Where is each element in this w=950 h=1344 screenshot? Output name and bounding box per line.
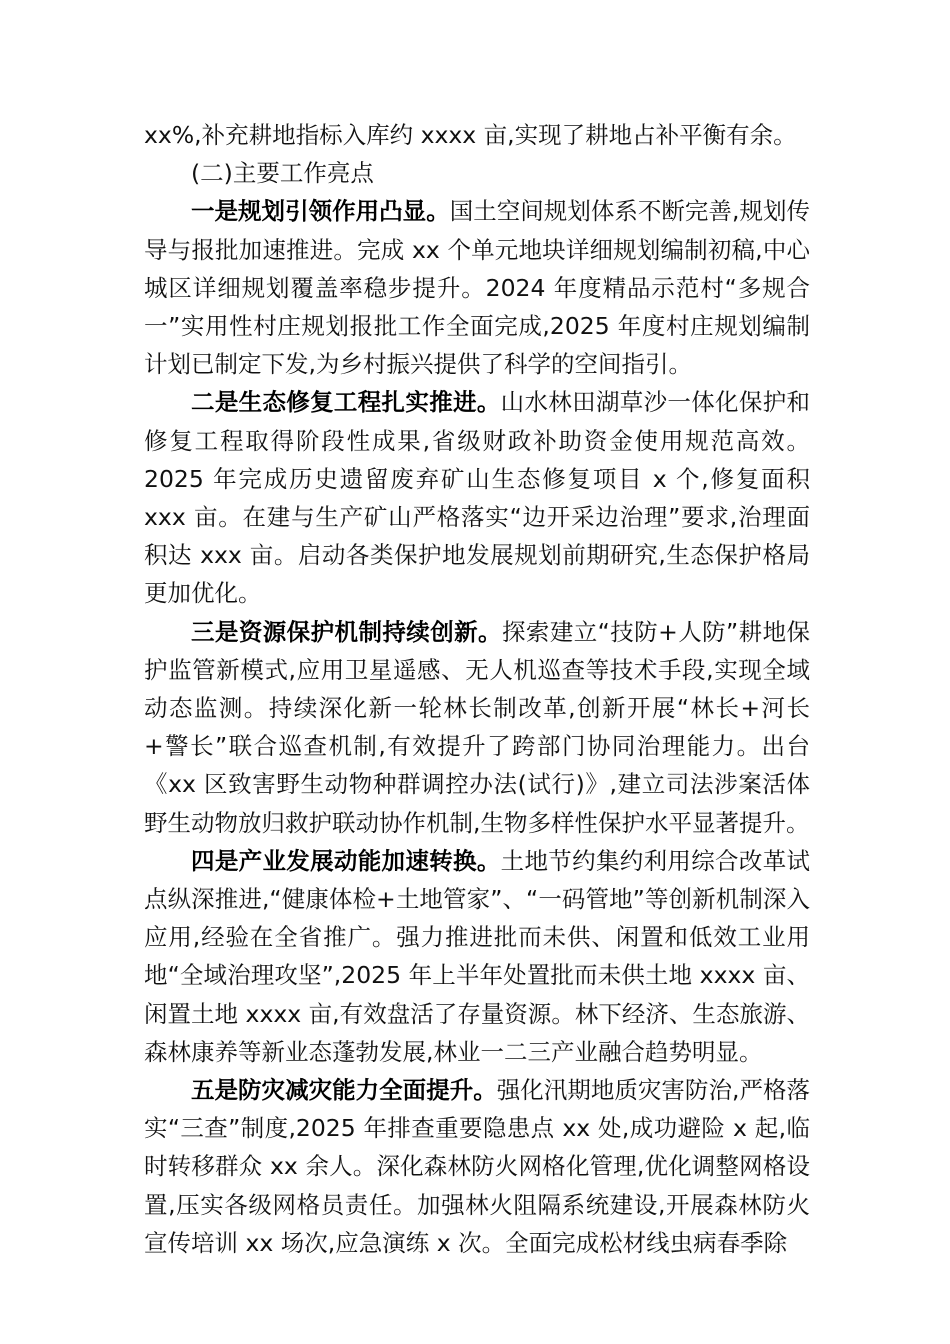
opening-line: xx%,补充耕地指标入库约 xxxx 亩,实现了耕地占补平衡有余。 — [144, 121, 797, 149]
paragraph-planning — [144, 192, 810, 383]
paragraph-body: 探索建立“技防+人防”耕地保护监管新模式,应用卫星遥感、无人机巡查等技术手段,实现全域动态监测。持续深化新一轮林长制改革,创新开展“林长+河长+警长”联合巡查机制,有效提升了跨部门协同治理能力。出台《xx 区致害野生动物种群调控办法(试行)》,建立司法涉案活体野生动物放归救护联动协作机制,生物多样性保护水平显著提升。 — [144, 617, 811, 837]
paragraph-body: 国土空间规划体系不断完善,规划传导与报批加速推进。完成 xx 个单元地块详细规划编制初稿,中心城区详细规划覆盖率稳步提升。2024 年度精品示范村“多规合一”实用性村庄规划报批工作全面完成,2025 年度村庄规划编制计划已制定下发,为乡村振兴提供了科学的空间指引。 — [144, 197, 810, 379]
paragraph-lead: 四是产业发展动能加速转换。 — [191, 846, 501, 875]
paragraph-lead: 一是规划引领作用凸显。 — [191, 197, 450, 226]
paragraph-lead: 二是生态修复工程扎实推进。 — [191, 388, 501, 417]
paragraph-ecology — [144, 383, 810, 612]
document-body — [144, 116, 810, 1262]
section-heading: (二)主要工作亮点 — [191, 159, 374, 188]
paragraph-body: 山水林田湖草沙一体化保护和修复工程取得阶段性成果,省级财政补助资金使用规范高效。2025 年完成历史遗留废弃矿山生态修复项目 x 个,修复面积 xxx 亩。在建与生产矿山严格落实“边开采边治理”要求,治理面积达 xxx 亩。启动各类保护地发展规划前期研究,生态保护格局更加优化。 — [144, 388, 811, 608]
paragraph-body: 强化汛期地质灾害防治,严格落实“三查”制度,2025 年排查重要隐患点 xx 处,成功避险 x 起,临时转移群众 xx 余人。深化森林防火网格化管理,优化调整网格设置,压实各级网格员责任。加强林火阻隔系统建设,开展森林防火宣传培训 xx 场次,应急演练 x 次。全面完成松材线虫病春季除 — [144, 1076, 810, 1257]
paragraph-protection — [144, 613, 810, 842]
paragraph-disaster — [144, 1071, 810, 1262]
paragraph-industry — [144, 842, 810, 1071]
paragraph-body: 土地节约集约利用综合改革试点纵深推进,“健康体检+土地管家”、“一码管地”等创新机制深入应用,经验在全省推广。强力推进批而未供、闲置和低效工业用地“全域治理攻坚”,2025 年上半年处置批而未供土地 xxxx 亩、闲置土地 xxxx 亩,有效盘活了存量资源。林下经济、生态旅游、森林康养等新业态蓬勃发展,林业一二三产业融合趋势明显。 — [144, 846, 811, 1066]
paragraph-lead: 五是防灾减灾能力全面提升。 — [191, 1076, 497, 1105]
paragraph-lead: 三是资源保护机制持续创新。 — [191, 617, 502, 646]
